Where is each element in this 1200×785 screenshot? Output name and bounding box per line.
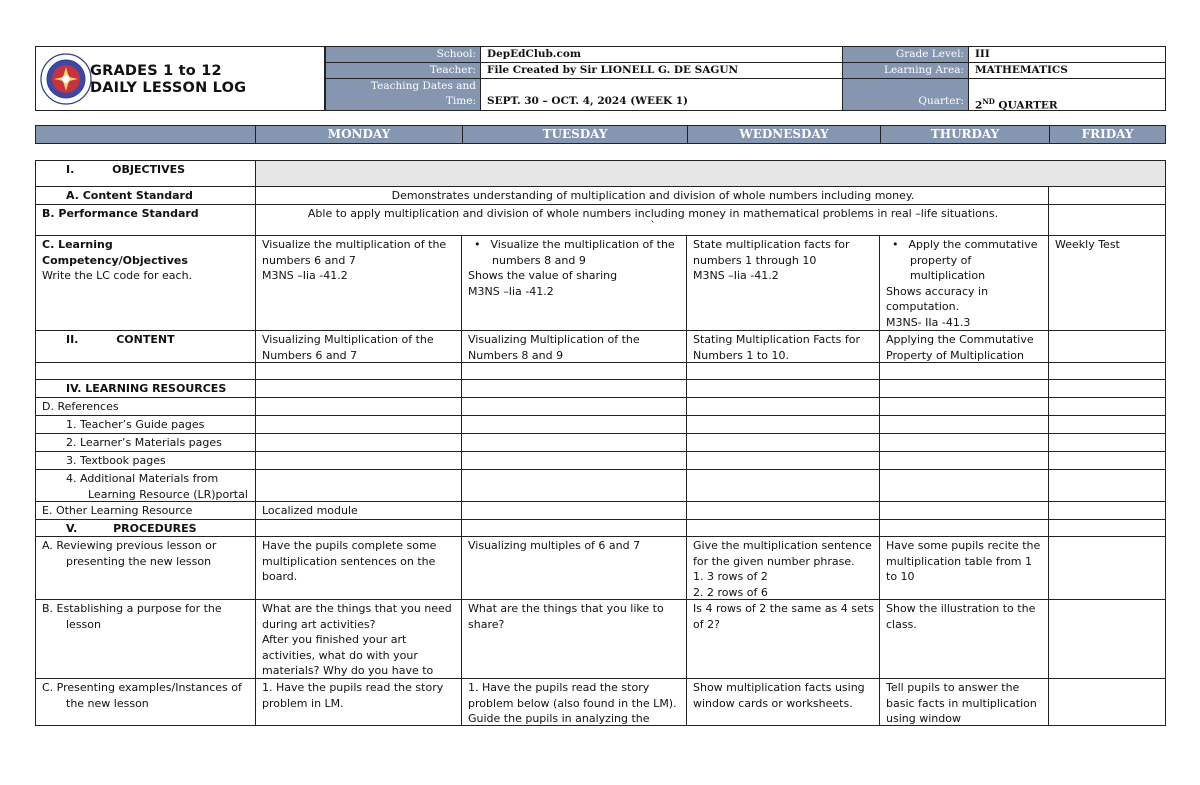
lc-thursday-value: Shows accuracy in computation. <box>886 284 989 313</box>
content-row <box>36 331 1165 363</box>
content-wednesday: Stating Multiplication Facts for Numbers 1 to 10. <box>687 331 880 362</box>
lesson-log-table <box>35 160 1166 726</box>
additional-materials-label-2: Learning Resource (LR)portal <box>88 487 248 501</box>
other-resource-row <box>36 502 1165 520</box>
procedure-a-thursday: Have some pupils recite the multiplication table from 1 to 10 <box>880 537 1049 599</box>
learners-materials-row <box>36 434 1165 452</box>
lc-monday-code: M3NS –Iia -41.2 <box>262 269 348 282</box>
content-num: II. <box>66 333 79 346</box>
lc-wednesday-code: M3NS –Iia -41.2 <box>693 269 779 282</box>
procedures-row <box>36 520 1165 537</box>
content-monday: Visualizing Multiplication of the Numbers 6 and 7 <box>256 331 462 362</box>
performance-standard-label: B. Performance Standard <box>36 205 256 235</box>
objectives-row <box>36 161 1165 187</box>
quarter-label: Quarter: <box>843 79 969 110</box>
teachers-guide-row <box>36 416 1165 434</box>
learning-competency-row <box>36 236 1165 331</box>
header-info-grid <box>325 46 1166 111</box>
lc-tuesday-code: M3NS –Iia -41.2 <box>468 284 554 298</box>
procedure-a-row <box>36 537 1165 600</box>
school-value: DepEdClub.com <box>481 47 843 63</box>
objectives-heading: OBJECTIVES <box>112 163 186 176</box>
other-resource-monday: Localized module <box>256 502 462 519</box>
procedures-num: V. <box>66 522 78 535</box>
deped-seal-icon <box>40 53 92 105</box>
procedure-b-label-2: lesson <box>66 617 101 631</box>
content-tuesday: Visualizing Multiplication of the Numbers 8 and 9 <box>462 331 687 362</box>
blank-row <box>36 363 1165 380</box>
learning-resources-row <box>36 380 1165 398</box>
header-title-line1: GRADES 1 to 12 <box>90 63 222 79</box>
procedure-c-tuesday: 1. Have the pupils read the story problem below (also found in the LM). Guide the pupils in analyzing the <box>462 679 687 726</box>
quarter-value: 2ND QUARTER <box>969 79 1165 110</box>
dates-value: SEPT. 30 – OCT. 4, 2024 (WEEK 1) <box>481 79 843 110</box>
procedure-c-label-1: C. Presenting examples/Instances of <box>42 681 242 694</box>
content-standard-row <box>36 187 1165 205</box>
procedure-a-label-1: A. Reviewing previous lesson or <box>42 539 217 552</box>
procedure-b-thursday: Show the illustration to the class. <box>880 600 1049 678</box>
lc-tuesday-text: • Visualize the multiplication of the numbers 8 and 9 <box>474 238 675 267</box>
day-monday: MONDAY <box>255 126 462 143</box>
procedure-c-row <box>36 679 1165 726</box>
teacher-value: File Created by Sir LIONELL G. DE SAGUN <box>481 63 843 79</box>
procedure-c-wednesday: Show multiplication facts using window cards or worksheets. <box>687 679 880 726</box>
procedure-a-monday: Have the pupils complete some multiplication sentences on the board. <box>256 537 462 599</box>
procedure-c-thursday: Tell pupils to answer the basic facts in multiplication using window <box>880 679 1049 726</box>
content-thursday: Applying the Commutative Property of Multiplication <box>880 331 1049 362</box>
additional-materials-label-1: 4. Additional Materials from <box>66 472 219 485</box>
content-standard-value: Demonstrates understanding of multiplication and division of whole numbers including money. <box>256 187 1049 204</box>
header-title-line2: DAILY LESSON LOG <box>90 80 247 96</box>
lc-thursday-text: • Apply the commutative property of multiplication <box>892 238 1038 282</box>
grade-value: III <box>969 47 1165 63</box>
procedure-b-row <box>36 600 1165 679</box>
area-value: MATHEMATICS <box>969 63 1165 79</box>
objectives-num: I. <box>66 163 75 176</box>
procedure-a-wednesday-text: Give the multiplication sentence for the given number phrase. <box>693 539 872 568</box>
textbook-label: 3. Textbook pages <box>36 452 256 469</box>
procedure-c-monday: 1. Have the pupils read the story problem in LM. <box>256 679 462 726</box>
procedure-b-tuesday: What are the things that you like to share? <box>462 600 687 678</box>
performance-standard-row <box>36 205 1165 236</box>
teachers-guide-label: 1. Teacher’s Guide pages <box>36 416 256 433</box>
teacher-label: Teacher: <box>326 63 481 79</box>
lc-thursday-code: M3NS- IIa -41.3 <box>886 315 971 329</box>
performance-standard-value: Able to apply multiplication and division of whole numbers including money in mathematical problems in real –life situations. ` <box>256 205 1049 235</box>
lc-tuesday-value: Shows the value of sharing <box>468 269 618 282</box>
content-label: CONTENT <box>116 333 175 346</box>
learning-resources-heading: IV. LEARNING RESOURCES <box>36 380 256 397</box>
procedure-a-tuesday: Visualizing multiples of 6 and 7 <box>462 537 687 599</box>
procedure-a-wednesday-item-1: 1. 3 rows of 2 <box>693 570 768 583</box>
lc-monday-text: Visualize the multiplication of the numbers 6 and 7 <box>262 238 447 267</box>
textbook-row <box>36 452 1165 470</box>
procedure-b-monday-1: What are the things that you need during art activities? <box>262 602 452 631</box>
procedures-heading: PROCEDURES <box>113 522 197 535</box>
content-standard-label: A. Content Standard <box>36 187 256 204</box>
day-friday: FRIDAY <box>1049 126 1165 143</box>
procedure-b-monday-2: After you finished your art activities, what do with your materials? Why do you have to <box>262 633 434 677</box>
day-header-bar <box>35 125 1166 144</box>
references-label: D. References <box>36 398 256 415</box>
lc-wednesday-text: State multiplication facts for numbers 1 through 10 <box>693 238 850 267</box>
procedure-b-wednesday: Is 4 rows of 2 the same as 4 sets of 2? <box>687 600 880 678</box>
day-tuesday: TUESDAY <box>462 126 687 143</box>
header-title-block <box>35 46 325 111</box>
procedure-a-label-2: presenting the new lesson <box>66 554 212 568</box>
lc-label: C. Learning Competency/Objectives <box>42 238 188 267</box>
lc-sublabel: Write the LC code for each. <box>42 269 193 282</box>
other-resource-label: E. Other Learning Resource <box>36 502 256 519</box>
grade-label: Grade Level: <box>843 47 969 63</box>
learners-materials-label: 2. Learner’s Materials pages <box>36 434 256 451</box>
additional-materials-row <box>36 470 1165 502</box>
day-wednesday: WEDNESDAY <box>687 126 880 143</box>
school-label: School: <box>326 47 481 63</box>
day-thursday: THURDAY <box>880 126 1049 143</box>
procedure-b-label-1: B. Establishing a purpose for the <box>42 602 222 615</box>
objectives-blank <box>256 161 1165 186</box>
procedure-a-wednesday-item-2: 2. 2 rows of 6 <box>693 585 768 599</box>
dates-label: Teaching Dates and Time: <box>326 79 481 110</box>
lc-friday: Weekly Test <box>1055 238 1120 251</box>
area-label: Learning Area: <box>843 63 969 79</box>
procedure-c-label-2: the new lesson <box>66 696 149 710</box>
references-row <box>36 398 1165 416</box>
